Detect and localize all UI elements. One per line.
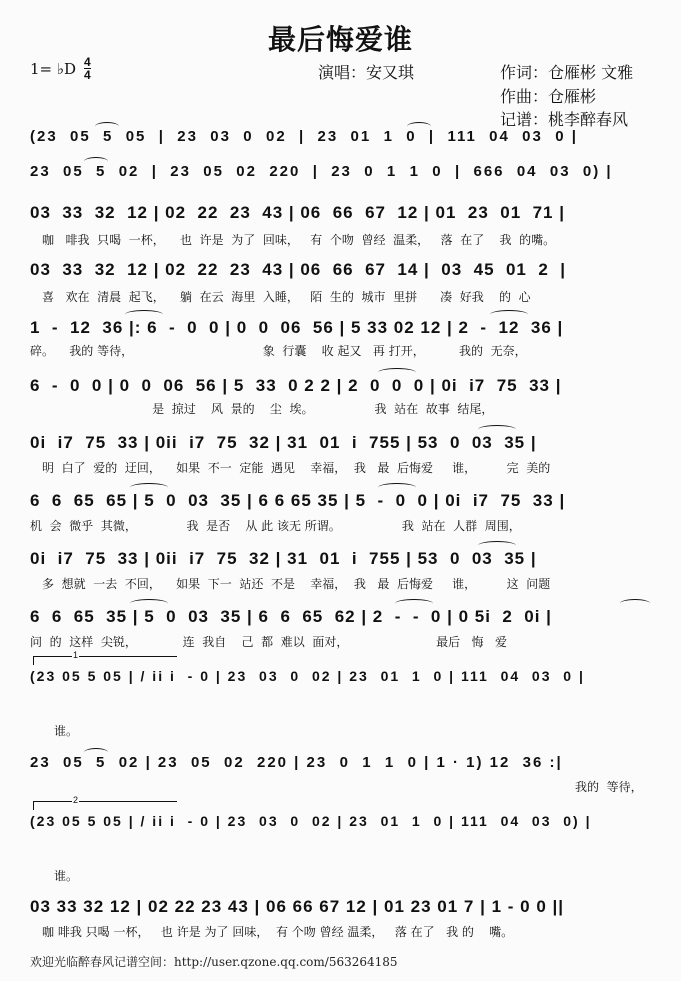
notation-line: 03 33 32 12 | 02 22 23 43 | 06 66 67 14 | 03 45 01 2 | [30,260,566,279]
tie-mark [125,310,163,319]
composer: 作曲：仓雁彬 [500,87,597,106]
lyrics-line: 咖 啡我 只喝 一杯， 也 许是 为了 回味， 有 个吻 曾经 温柔， 落 在了 我 的嘴。 [42,233,556,247]
time-signature [84,56,91,81]
notation-line: (23 05 5 05 | / ii i - 0 | 23 03 0 02 | 23 01 1 0 | 111 04 03 0 | [30,668,585,684]
transcriber: 记谱：桃李醉春风 [500,110,629,129]
tie-mark [378,368,416,377]
lyrics-line: 谁。 [54,724,79,738]
lyrics-line: 谁。 [54,869,79,883]
tie-mark [84,748,108,757]
notation-line: (23 05 5 05 | / ii i - 0 | 23 03 0 02 | 23 01 1 0 | 111 04 03 0) | [30,813,592,829]
tie-mark [130,599,168,608]
notation-line: 6 6 65 65 | 5 0 03 35 | 6 6 65 35 | 5 - 0 0 | 0i i7 75 33 | [30,491,566,510]
notation-line: 03 33 32 12 | 02 22 23 43 | 06 66 67 12 | 01 23 01 71 | [30,203,565,222]
volta-number: 2 [73,795,79,805]
tie-mark [620,599,650,608]
tie-mark [84,157,108,166]
notation-line: (23 05 5 05 | 23 03 0 02 | 23 01 1 0 | 111 04 03 0 | [30,128,578,145]
notation-line: 23 05 5 02 | 23 05 02 220 | 23 0 1 1 0 | 666 04 03 0) | [30,163,613,180]
lyrics-line: 喜 欢在 清晨 起飞， 躺 在云 海里 入睡， 陌 生的 城市 里拼 凑 好我 的 心 [42,290,531,304]
singer: 演唱：安又琪 [318,63,415,82]
volta-bracket-1 [33,650,177,665]
lyrics-line: 多 想就 一去 不回， 如果 下一 站还 不是 幸福， 我 最 后悔爱 谁， 这 问题 [42,577,551,591]
tie-mark [395,599,433,608]
lyrics-line: 我的 等待， [575,780,643,794]
lyrics-line: 咖 啡我 只喝 一杯， 也 许是 为了 回味， 有 个吻 曾经 温柔， 落 在了 我 的 嘴。 [42,925,514,939]
notation-line: 23 05 5 02 | 23 05 02 220 | 23 0 1 1 0 | 1 · 1) 12 36 :| [30,754,563,771]
tie-mark [478,541,516,550]
tie-mark [490,310,528,319]
notation-line: 6 6 65 35 | 5 0 03 35 | 6 6 65 62 | 2 - - 0 | 0 5i 2 0i | [30,607,552,626]
time-signature-bottom: 4 [84,68,91,82]
song-title: 最后悔爱谁 [267,23,413,56]
tie-mark [378,483,416,492]
volta-number: 1 [73,650,79,660]
tie-mark [407,122,431,131]
lyrics-line: 是 掠过 风 景的 尘 埃。 我 站在 故事 结尾， [30,402,494,416]
volta-bracket-2 [33,795,177,810]
footer-credit: 欢迎光临醉春风记谱空间：http://user.qzone.qq.com/563264185 [30,955,398,969]
lyrics-line: 问 的 这样 尖锐， 连 我自 己 都 难以 面对， 最后 悔 爱 [30,635,508,649]
notation-line: 1 - 12 36 |: 6 - 0 0 | 0 0 06 56 | 5 33 02 12 | 2 - 12 36 | [30,318,564,337]
tie-mark [95,122,119,131]
lyricist: 作词：仓雁彬 文雅 [500,63,634,82]
tie-mark [130,483,168,492]
time-signature-top: 4 [84,55,91,69]
key-signature: 1= ♭D [30,60,76,78]
notation-line: 6 - 0 0 | 0 0 06 56 | 5 33 0 2 2 | 2 0 0 0 | 0i i7 75 33 | [30,376,562,395]
notation-line: 0i i7 75 33 | 0ii i7 75 32 | 31 01 i 755 | 53 0 03 35 | [30,433,537,452]
lyrics-line: 机 会 微乎 其微， 我 是否 从 此 该无 所谓。 我 站在 人群 周围， [30,519,521,533]
lyrics-line: 明 白了 爱的 迂回， 如果 不一 定能 遇见 幸福， 我 最 后悔爱 谁， 完 美的 [42,461,551,475]
tie-mark [478,425,516,434]
notation-line: 03 33 32 12 | 02 22 23 43 | 06 66 67 12 | 01 23 01 7 | 1 - 0 0 || [30,897,565,916]
notation-line: 0i i7 75 33 | 0ii i7 75 32 | 31 01 i 755 | 53 0 03 35 | [30,549,537,568]
lyrics-line: 碎。 我的 等待， 象 行囊 收 起又 再 打开， 我的 无奈， [30,344,527,358]
